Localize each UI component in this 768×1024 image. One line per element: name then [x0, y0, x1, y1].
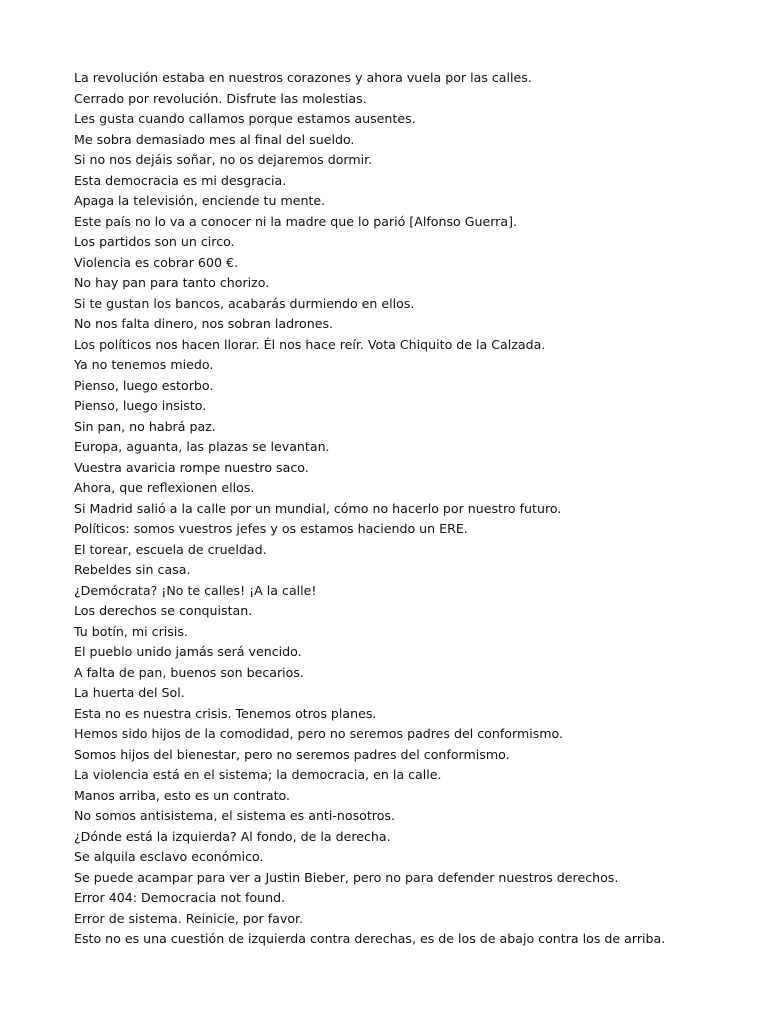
text-line: Los derechos se conquistan. [74, 603, 253, 618]
text-line: La violencia está en el sistema; la democracia, en la calle. [74, 767, 442, 782]
text-line: Rebeldes sin casa. [74, 562, 191, 577]
text-line: Error 404: Democracia not found. [74, 890, 286, 905]
text-line: Vuestra avaricia rompe nuestro saco. [74, 459, 309, 475]
text-line: Europa, aguanta, las plazas se levantan. [74, 439, 330, 454]
text-line: Les gusta cuando callamos porque estamos ausentes. [74, 111, 416, 126]
text-line: Si Madrid salió a la calle por un mundial, cómo no hacerlo por nuestro futuro. [74, 500, 562, 516]
text-line: Esto no es una cuestión de izquierda contra derechas, es de los de abajo contra los de arriba. [74, 931, 666, 946]
text-line: Ya no tenemos miedo. [74, 357, 214, 372]
text-line: Se alquila esclavo económico. [74, 849, 264, 864]
text-line: ¿Demócrata? ¡No te calles! ¡A la calle! [74, 582, 317, 598]
text-line: Los políticos nos hacen llorar. Él nos hace reír. Vota Chiquito de la Calzada. [74, 336, 546, 352]
text-line: Los partidos son un circo. [74, 234, 235, 249]
text-line: No somos antisistema, el sistema es anti-nosotros. [74, 808, 395, 823]
text-line: No nos falta dinero, nos sobran ladrones. [74, 316, 334, 331]
text-line: Violencia es cobrar 600 €. [74, 254, 238, 270]
text-line: Apaga la televisión, enciende tu mente. [74, 193, 326, 208]
text-line: Me sobra demasiado mes al final del sueldo. [74, 131, 355, 147]
text-line: El pueblo unido jamás será vencido. [74, 644, 302, 659]
text-line: Pienso, luego insisto. [74, 398, 207, 413]
text-line: No hay pan para tanto chorizo. [74, 275, 270, 290]
text-line: Políticos: somos vuestros jefes y os estamos haciendo un ERE. [74, 521, 468, 536]
text-line: Esta democracia es mi desgracia. [74, 172, 287, 188]
text-line: El torear, escuela de crueldad. [74, 541, 267, 557]
text-line: Esta no es nuestra crisis. Tenemos otros planes. [74, 705, 377, 721]
text-line: Pienso, luego estorbo. [74, 377, 214, 393]
text-line: Si te gustan los bancos, acabarás durmiendo en ellos. [74, 295, 415, 311]
text-line: Si no nos dejáis soñar, no os dejaremos dormir. [74, 152, 373, 167]
text-line: Manos arriba, esto es un contrato. [74, 787, 291, 803]
text-line: Ahora, que reflexionen ellos. [74, 480, 255, 495]
text-line: Se puede acampar para ver a Justin Bieber, pero no para defender nuestros derechos. [74, 869, 619, 885]
text-line: Sin pan, no habrá paz. [74, 418, 216, 434]
text-line: Error de sistema. Reinicie, por favor. [74, 910, 304, 926]
text-line: Hemos sido hijos de la comodidad, pero no seremos padres del conformismo. [74, 726, 564, 741]
text-line: A falta de pan, buenos son becarios. [74, 664, 304, 680]
text-line: Tu botín, mi crisis. [74, 623, 188, 639]
text-line: Somos hijos del bienestar, pero no seremos padres del conformismo. [74, 746, 510, 762]
text-line: ¿Dónde está la izquierda? Al fondo, de la derecha. [74, 828, 391, 844]
text-line: Este país no lo va a conocer ni la madre que lo parió [Alfonso Guerra]. [74, 213, 517, 229]
text-line: Cerrado por revolución. Disfrute las molestias. [74, 90, 367, 106]
text-line: La huerta del Sol. [74, 685, 185, 700]
text-line: La revolución estaba en nuestros corazones y ahora vuela por las calles. [74, 70, 532, 85]
slogan-list [74, 68, 734, 950]
